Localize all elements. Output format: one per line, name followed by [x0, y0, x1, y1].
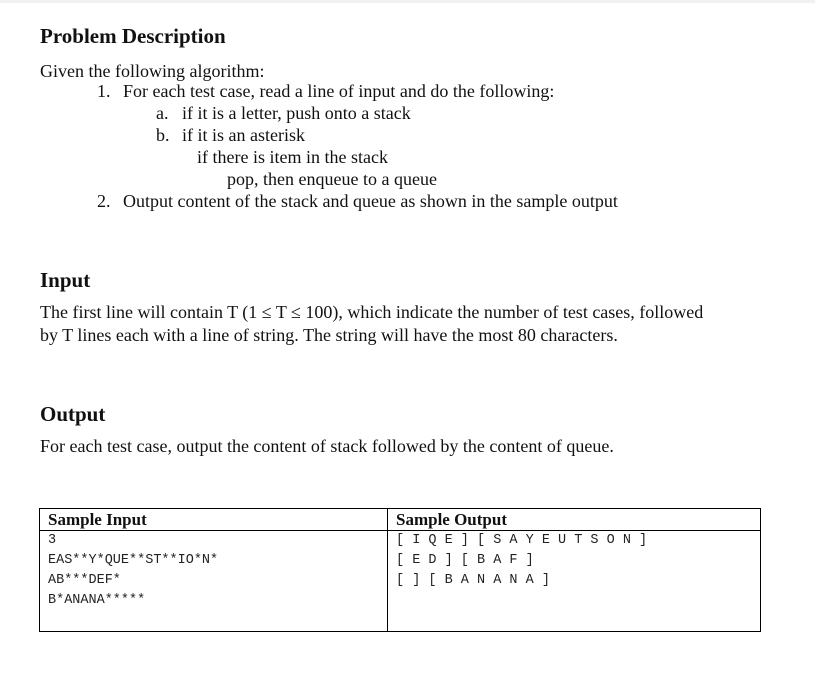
- step-number: a.: [156, 103, 169, 123]
- step-1b: [156, 124, 305, 146]
- input-line-2: by T lines each with a line of string. The string will have the most 80 characters.: [40, 325, 618, 345]
- step-number: 1.: [97, 81, 111, 101]
- sample-output-line: [ E D ] [ B A F ]: [396, 553, 534, 568]
- step-text: Output content of the stack and queue as shown in the sample output: [123, 191, 618, 211]
- step-number: b.: [156, 125, 170, 145]
- output-text: For each test case, output the content of stack followed by the content of queue.: [40, 436, 614, 456]
- sample-output-line: [ ] [ B A N A N A ]: [396, 573, 550, 588]
- step-1: [97, 80, 554, 102]
- problem-intro: Given the following algorithm:: [40, 61, 265, 81]
- step-1b-action: [227, 168, 437, 190]
- sample-output-line: [ I Q E ] [ S A Y E U T S O N ]: [396, 533, 648, 548]
- problem-heading: Problem Description: [40, 24, 226, 48]
- output-heading: Output: [40, 402, 106, 426]
- step-text: if it is a letter, push onto a stack: [182, 103, 411, 123]
- sample-input-line: 3: [48, 533, 57, 548]
- sample-input-line: EAS**Y*QUE**ST**IO*N*: [48, 553, 219, 568]
- step-number: 2.: [97, 191, 111, 211]
- sample-input-line: AB***DEF*: [48, 573, 121, 588]
- sample-input-header: Sample Input: [48, 510, 147, 529]
- step-2: [97, 190, 618, 212]
- step-text: For each test case, read a line of input and do the following:: [123, 81, 555, 101]
- sample-input-line: B*ANANA*****: [48, 593, 146, 608]
- step-1b-condition: [197, 146, 388, 168]
- step-text: pop, then enqueue to a queue: [227, 169, 437, 189]
- top-border: [0, 0, 815, 3]
- sample-table: [39, 508, 761, 632]
- step-text: if it is an asterisk: [182, 125, 305, 145]
- step-1a: [156, 102, 411, 124]
- column-divider: [387, 509, 388, 631]
- step-text: if there is item in the stack: [197, 147, 388, 167]
- sample-output-header: Sample Output: [396, 510, 507, 529]
- input-heading: Input: [40, 268, 91, 292]
- input-line-1: The first line will contain T (1 ≤ T ≤ 100), which indicate the number of test cases, followed: [40, 302, 704, 322]
